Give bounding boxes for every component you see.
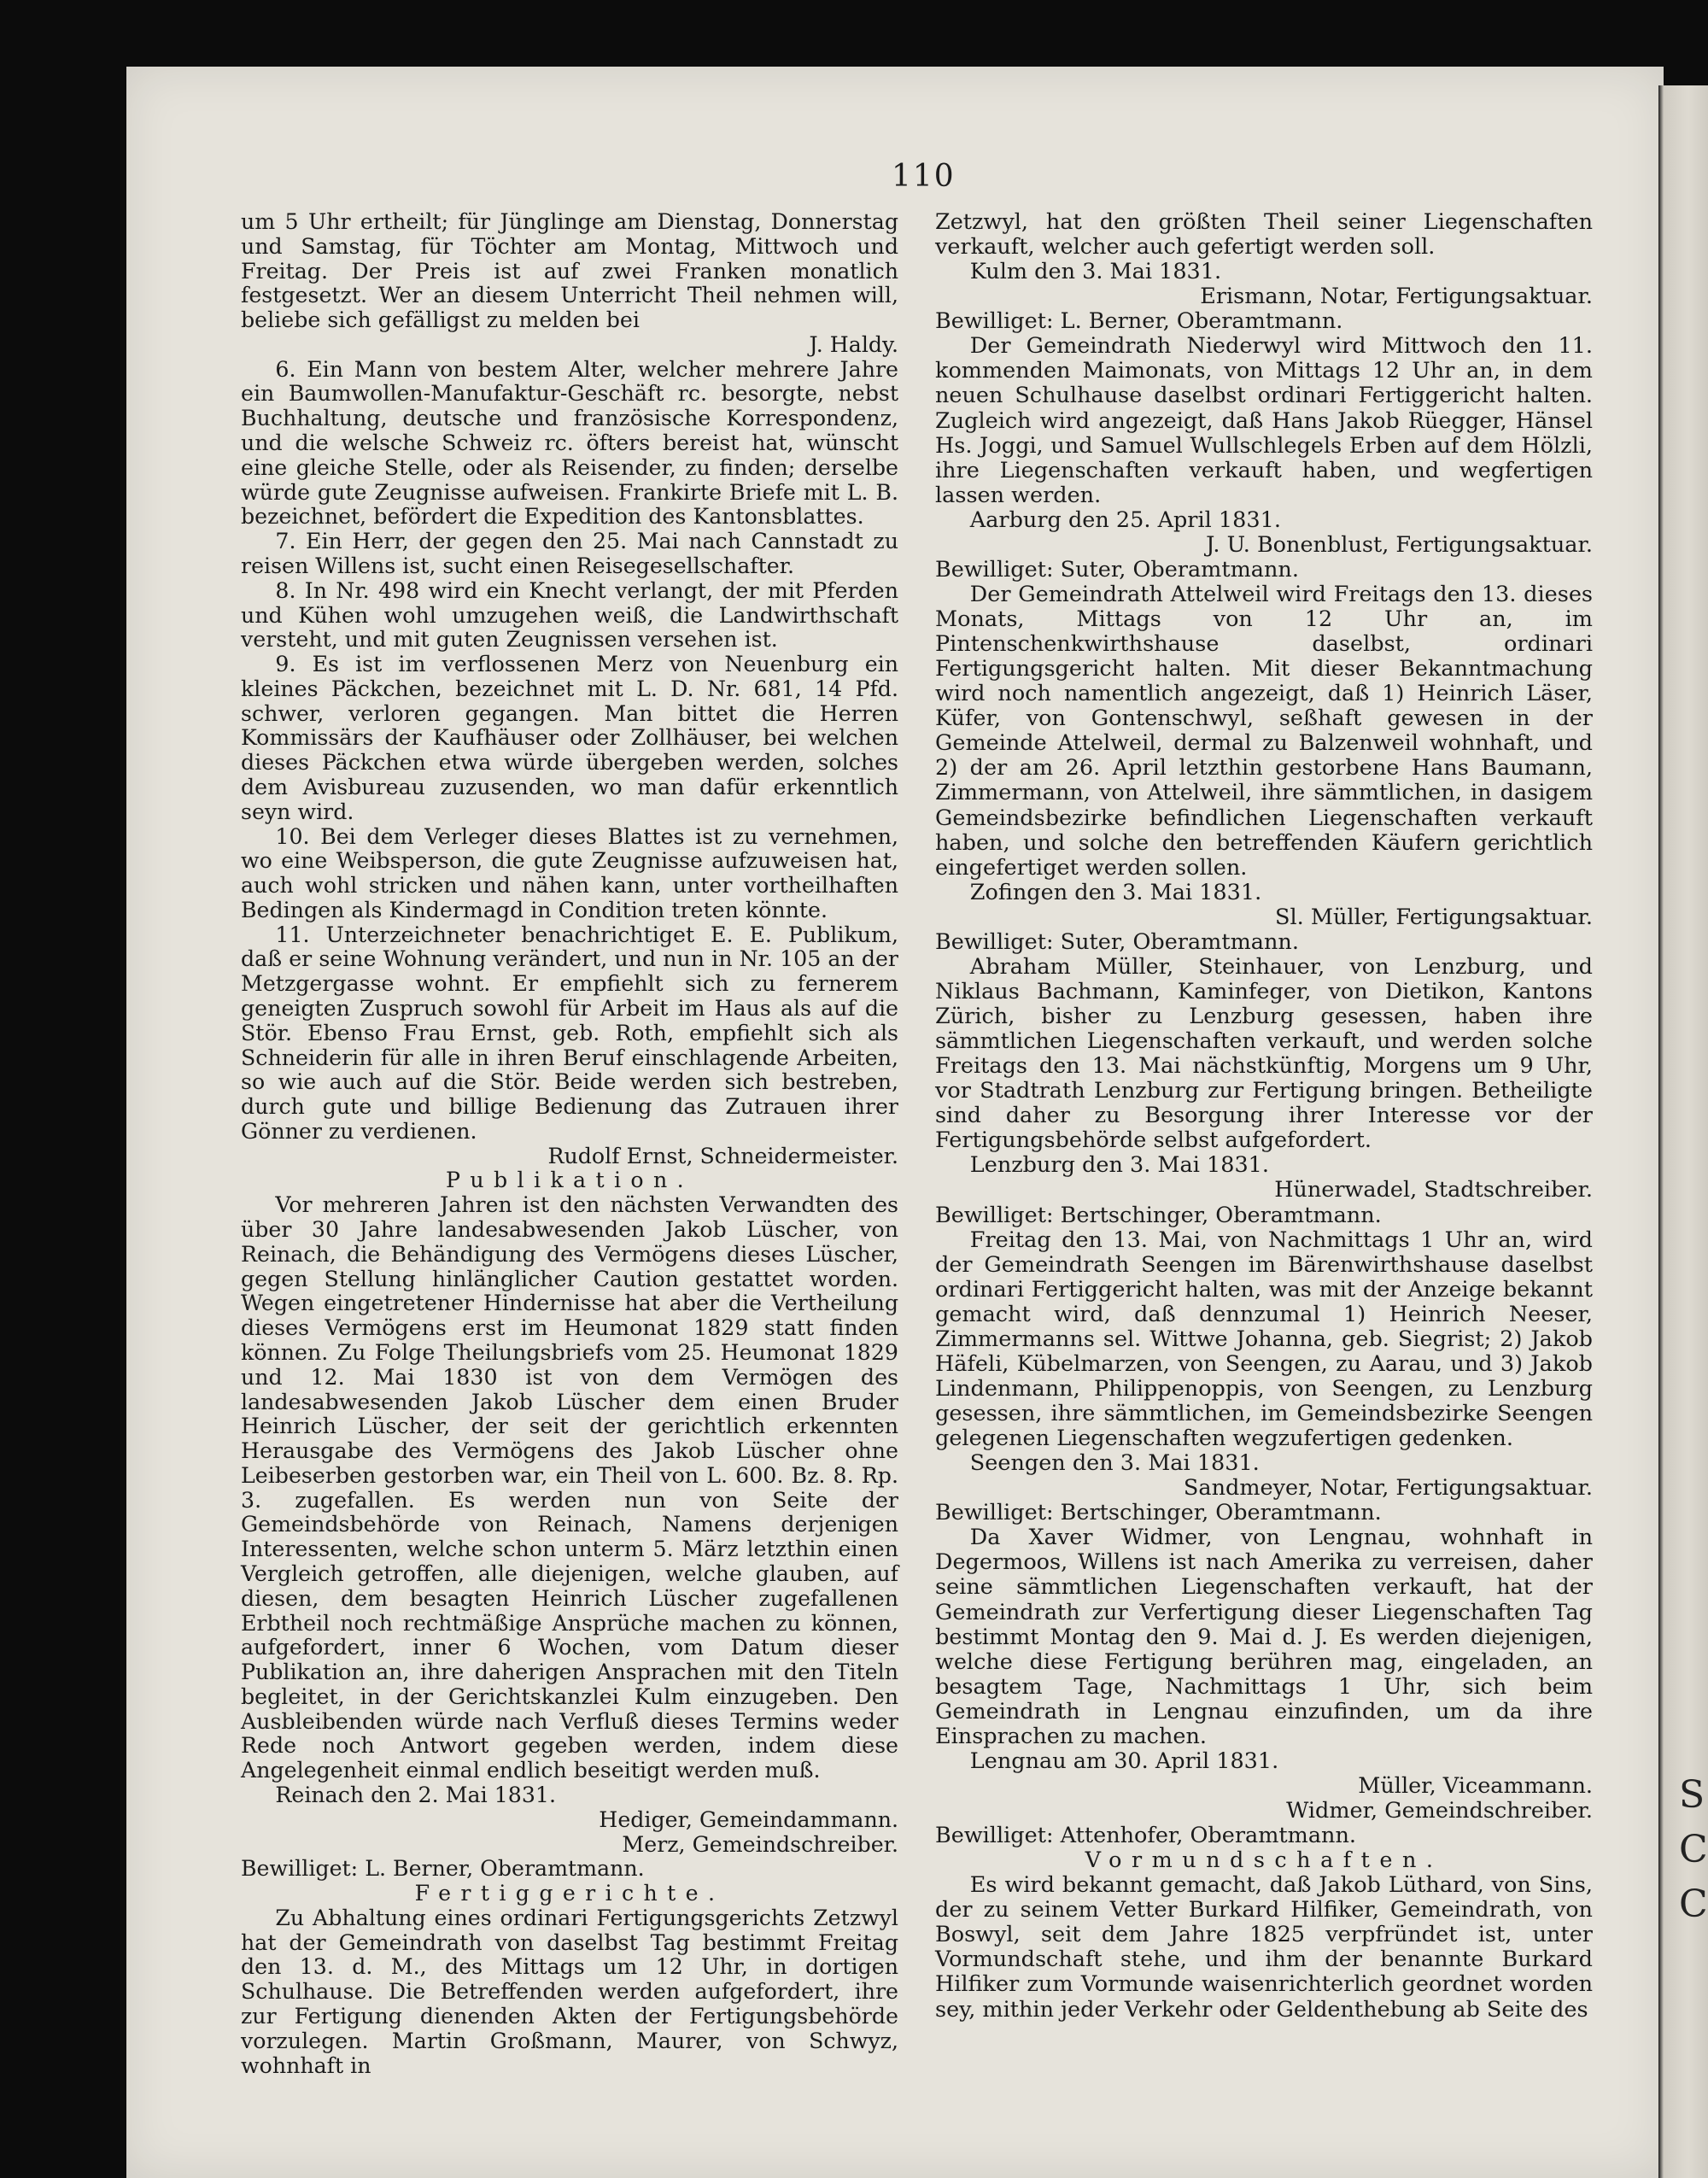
approval-line: Bewilliget: L. Berner, Oberamtmann.	[241, 1856, 645, 1882]
approval-line: Bewilliget: Attenhofer, Oberamtmann.	[935, 1823, 1356, 1849]
dateline: Aarburg den 25. April 1831.	[969, 506, 1281, 533]
edge-glyph: C	[1679, 1882, 1708, 1926]
section-heading-publikation: Publikation.	[446, 1168, 693, 1193]
signature: J. U. Bonenblust, Fertigungsaktuar.	[1206, 531, 1593, 558]
page-number: 110	[892, 159, 956, 194]
edge-glyph: C	[1679, 1828, 1708, 1871]
dateline: Reinach den 2. Mai 1831.	[275, 1783, 556, 1807]
section-heading-fertiggerichte: Fertiggerichte.	[414, 1881, 725, 1906]
approval-line: Bewilliget: Bertschinger, Oberamtmann.	[935, 1500, 1382, 1526]
approval-line: Bewilliget: Suter, Oberamtmann.	[935, 928, 1299, 955]
dateline: Lenzburg den 3. Mai 1831.	[969, 1152, 1269, 1179]
notice-niederwyl: Der Gemeindrath Niederwyl wird Mittwoch den 11. kommenden Maimonats, von Mittags 12 Uhr an, in dem neuen Schulhause daselbst ordinari Fertiggericht halten. Zugleich wird angezeigt, daß Hans Jakob Rüegger, Hänsel Hs. Joggi, und Samuel Wullschlegels Erben auf dem Hölzli, ihre Liegenschaften verkauft haben, und wegfertigen lassen werden.	[935, 333, 1593, 508]
signature: Hünerwadel, Stadtschreiber.	[1274, 1177, 1593, 1203]
signature: Widmer, Gemeindschreiber.	[1286, 1798, 1593, 1824]
vormundschaft-paragraph: Es wird bekannt gemacht, daß Jakob Lüthard, von Sins, der zu seinem Vetter Burkard Hilfiker, Gemeindrath, von Boswyl, seit dem Jahre 1825 verpfründet ist, unter Vormundschaft stehe, und ihm der benannte Burkard Hilfiker zum Vormunde waisenrichterlich geordnet worden sey, mithin jeder Verkehr oder Geldenthebung ab Seite des	[935, 1872, 1593, 2023]
notice-seengen: Freitag den 13. Mai, von Nachmittags 1 Uhr an, wird der Gemeindrath Seengen im Bärenwirthshause daselbst ordinari Fertiggericht halten, was mit der Anzeige bekannt gemacht wird, daß dennzumal 1) Heinrich Neeser, Zimmermanns sel. Wittwe Johanna, geb. Siegrist; 2) Jakob Häfeli, Kübelmarzen, von Seengen, zu Aarau, und 3) Jakob Lindenmann, Philippenoppis, von Seengen, zu Lenzburg gesessen, ihre sämmtlichen, im Gemeindsbezirke Seengen gelegenen Liegenschaften wegzufertigen gedenken.	[935, 1227, 1593, 1452]
dateline: Kulm den 3. Mai 1831.	[969, 259, 1222, 285]
dateline: Seengen den 3. Mai 1831.	[969, 1450, 1260, 1477]
continuation-paragraph: um 5 Uhr ertheilt; für Jünglinge am Dienstag, Donnerstag und Samstag, für Töchter am Montag, Mittwoch und Freitag. Der Preis ist auf zwei Franken monatlich festgesetzt. Wer an diesem Unterricht Theil nehmen will, beliebe sich gefälligst zu melden bei	[241, 209, 898, 333]
signature: Hediger, Gemeindammann.	[599, 1806, 898, 1832]
publikation-paragraph: Vor mehreren Jahren ist den nächsten Verwandten des über 30 Jahre landesabwesenden Jakob Lüscher, von Reinach, die Behändigung des Vermögens dieses Lüscher, gegen Stellung hinlänglicher Caution gestattet worden. Wegen eingetretener Hindernisse hat aber die Vertheilung dieses Vermögens erst im Heumonat 1829 statt finden können. Zu Folge Theilungsbriefs vom 25. Heumonat 1829 und 12. Mai 1830 ist von dem Vermögen des landesabwesenden Jakob Lüscher dem einen Bruder Heinrich Lüscher, der seit der gerichtlich erkennten Herausgabe des Vermögens des Jakob Lüscher ohne Leibeserben gestorben war, ein Theil von L. 600. Bz. 8. Rp. 3. zugefallen. Es werden nun von Seite der Gemeindsbehörde von Reinach, Namens derjenigen Interessenten, welche schon unterm 5. März letzthin einen Vergleich getroffen, alle diejenigen, welche glauben, auf diesen, dem besagten Heinrich Lüscher zugefallenen Erbtheil noch rechtmäßige Ansprüche machen zu können, aufgefordert, inner 6 Wochen, vom Datum dieser Publikation an, ihre daherigen Ansprachen mit den Titeln begleitet, in der Gerichtskanzlei Kulm einzugeben. Den Ausbleibenden würde nach Verfluß dieses Termins weder Rede noch Antwort gegeben werden, indem diese Angelegenheit einmal endlich beseitigt werden muß.	[241, 1192, 898, 1783]
edge-glyph: S	[1679, 1773, 1705, 1817]
approval-line: Bewilliget: Bertschinger, Oberamtmann.	[935, 1202, 1382, 1228]
signature: Müller, Viceammann.	[1358, 1772, 1593, 1799]
signature: Sandmeyer, Notar, Fertigungsaktuar.	[1183, 1475, 1593, 1502]
notice-item-7: 7. Ein Herr, der gegen den 25. Mai nach Cannstadt zu reisen Willens ist, sucht einen Reisegesellschafter.	[241, 529, 898, 578]
signature: Rudolf Ernst, Schneidermeister.	[547, 1143, 898, 1168]
signature: Merz, Gemeindschreiber.	[622, 1831, 898, 1857]
fertiggericht-paragraph: Zu Abhaltung eines ordinari Fertigungsgerichts Zetzwyl hat der Gemeindrath von daselbst Tag bestimmt Freitag den 13. d. M., des Mittags um 12 Uhr, in dortigen Schulhause. Die Betreffenden werden aufgefordert, ihre zur Fertigung dienenden Akten der Fertigungsbehörde vorzulegen. Martin Großmann, Maurer, von Schwyz, wohnhaft in	[241, 1905, 898, 2078]
signature: Erismann, Notar, Fertigungsaktuar.	[1200, 284, 1593, 310]
notice-item-8: 8. In Nr. 498 wird ein Knecht verlangt, der mit Pferden und Kühen wohl umzugehen weiß, die Landwirthschaft versteht, und mit guten Zeugnissen versehen ist.	[241, 577, 898, 653]
notice-lengnau: Da Xaver Widmer, von Lengnau, wohnhaft in Degermoos, Willens ist nach Amerika zu verreisen, daher seine sämmtlichen Liegenschaften verkauft, hat der Gemeindrath zur Verfertigung dieser Liegenschaften Tag bestimmt Montag den 9. Mai d. J. Es werden diejenigen, welche diese Fertigung berühren mag, eingeladen, an besagtem Tage, Nachmittags 1 Uhr, sich beim Gemeindrath in Lengnau einzufinden, um da ihre Einsprachen zu machen.	[935, 1525, 1593, 1749]
notice-item-10: 10. Bei dem Verleger dieses Blattes ist zu vernehmen, wo eine Weibsperson, die gute Zeugnisse aufzuweisen hat, auch wohl stricken und nähen kann, unter vortheilhaften Bedingen als Kindermagd in Condition treten könnte.	[241, 823, 898, 922]
notice-lenzburg: Abraham Müller, Steinhauer, von Lenzburg, und Niklaus Bachmann, Kaminfeger, von Dietikon, Kantons Zürich, bisher zu Lenzburg gesessen, haben ihre sämmtlichen Liegenschaften verkauft, und werden solche Freitags den 13. Mai nächstkünftig, Morgens um 9 Uhr, vor Stadtrath Lenzburg zur Fertigung bringen. Betheiligte sind daher zu Besorgung ihrer Interesse vor der Fertigungsbehörde selbst aufgefordert.	[935, 953, 1593, 1154]
notice-item-11: 11. Unterzeichneter benachrichtiget E. E. Publikum, daß er seine Wohnung verändert, und nun in Nr. 105 an der Metzgergasse wohnt. Er empfiehlt sich zu fernerem geneigten Zuspruch sowohl für Arbeit im Haus als auf die Stör. Ebenso Frau Ernst, geb. Roth, empfiehlt sich als Schneiderin für alle in ihren Beruf einschlagende Arbeiten, so wie auch auf die Stör. Beide werden sich bestreben, durch gute und billige Bedienung das Zutrauen ihrer Gönner zu verdienen.	[241, 922, 898, 1144]
dateline: Lengnau am 30. April 1831.	[969, 1748, 1279, 1774]
notice-item-6: 6. Ein Mann von bestem Alter, welcher mehrere Jahre ein Baumwollen-Manufaktur-Geschäft rc. besorgte, nebst Buchhaltung, deutsche und französische Korrespondenz, und die welsche Schweiz rc. öfters bereist hat, wünscht eine gleiche Stelle, oder als Reisender, zu finden; derselbe würde gute Zeugnisse aufweisen. Frankirte Briefe mit L. B. bezeichnet, befördert die Expedition des Kantonsblattes.	[241, 356, 898, 530]
approval-line: Bewilliget: L. Berner, Oberamtmann.	[935, 308, 1343, 335]
section-heading-vormundschaften: Vormundschaften.	[1085, 1847, 1443, 1874]
approval-line: Bewilliget: Suter, Oberamtmann.	[935, 556, 1299, 583]
notice-attelweil: Der Gemeindrath Attelweil wird Freitags den 13. dieses Monats, Mittags von 12 Uhr an, im Pintenschenkwirthshause daselbst, ordinari Fertigungsgericht halten. Mit dieser Bekanntmachung wird noch namentlich angezeigt, daß 1) Heinrich Läser, Küfer, von Gontenschwyl, seßhaft gewesen in der Gemeinde Attelweil, dermal zu Balzenweil wohnhaft, und 2) der am 26. April letzthin gestorbene Hans Baumann, Zimmermann, von Attelweil, ihre sämmtlichen, in dasigem Gemeindsbezirke befindlichen Liegenschaften verkauft haben, und solche den betreffenden Käufern gerichtlich eingefertiget werden sollen.	[935, 581, 1593, 881]
left-column	[241, 210, 898, 2078]
signature: J. Haldy.	[809, 331, 898, 357]
dateline: Zofingen den 3. Mai 1831.	[969, 879, 1262, 905]
right-column	[935, 210, 1593, 2023]
signature: Sl. Müller, Fertigungsaktuar.	[1275, 904, 1593, 930]
notice-item-9: 9. Es ist im verflossenen Merz von Neuenburg ein kleines Päckchen, bezeichnet mit L. D. Nr. 681, 14 Pfd. schwer, verloren gegangen. Man bittet die Herren Kommissärs der Kaufhäuser oder Zollhäuser, bei welchen dieses Päckchen etwa würde übergeben werden, solches dem Avisbureau zuzusenden, wo man dafür erkenntlich seyn wird.	[241, 652, 898, 824]
continuation-paragraph: Zetzwyl, hat den größten Theil seiner Liegenschaften verkauft, welcher auch gefertigt werden soll.	[935, 209, 1593, 261]
adjacent-page-glyphs	[1679, 1768, 1708, 1932]
